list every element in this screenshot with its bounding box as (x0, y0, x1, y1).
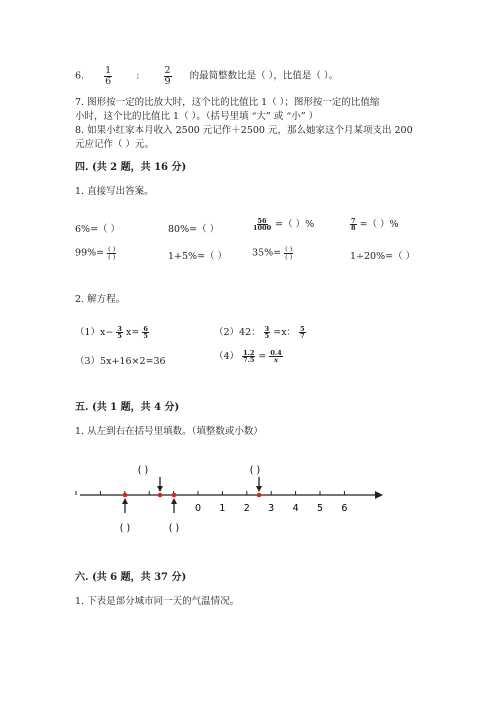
tick-labels (195, 503, 347, 514)
tick-label: 0 (194, 503, 202, 514)
question-5-1-title: 1. 从左到右在括号里填数。（填整数或小数） (75, 426, 263, 437)
question-4-1-title: 1. 直接写出答案。 (75, 186, 154, 197)
arrow-down-head-top-right (256, 486, 262, 492)
answer-item-1-div-20-percent: 1÷20%=（ ） (350, 251, 416, 262)
section-5-title: 五. (共 1 题，共 4 分) (75, 402, 180, 413)
ratio-colon: : (136, 70, 140, 82)
number-line-arrowhead (375, 491, 383, 499)
equation-2: （2）42： $\frac{3}{5}$ =x： $\frac{5}{7}$ (214, 324, 305, 340)
answer-item-6-percent: 6%=（ ） (75, 224, 121, 235)
section-4-title: 四. (共 2 题，共 16 分) (75, 162, 187, 173)
point-marker-d (257, 493, 262, 498)
blank-bottom-right: ( ) (168, 523, 180, 534)
blank-top-right: ( ) (249, 465, 261, 476)
tick-label: 5 (316, 503, 324, 514)
tick-label: 2 (243, 503, 250, 514)
question-6 (75, 66, 338, 86)
arrow-up-head-bottom-left (122, 498, 128, 504)
point-marker-c (172, 493, 177, 498)
number-line-figure (70, 455, 390, 545)
tick-label: 6 (341, 503, 348, 514)
question-6-1-title: 1. 下表是部分城市同一天的气温情况。 (75, 596, 240, 607)
point-marker-b (158, 493, 163, 498)
question-4-2-title: 2. 解方程。 (75, 294, 126, 305)
blank-bottom-left: ( ) (119, 523, 131, 534)
arrow-down-head-top-left (157, 486, 163, 492)
question-6-text: 的最简整数比是（ ），比值是（ ）。 (189, 70, 339, 82)
point-marker-a (123, 493, 128, 498)
answer-item-56-over-1000: $\frac{56}{1000}$ =（ ）% (253, 216, 315, 232)
question-7-line-1: 7. 图形按一定的比放大时，这个比的比值比 1（ ）；图形按一定的比值缩 (75, 97, 380, 108)
equation-1: （1）x− $\frac{3}{5}$ x= $\frac{6}{5}$ (75, 324, 148, 340)
tick-marks (76, 491, 344, 495)
fraction-two-ninths: $\frac{2}{9}$ (164, 65, 171, 87)
answer-item-99-percent: 99%= $\frac{( )}{( )}$ (75, 245, 116, 261)
question-8-line-2: 元应记作（ ）元。 (75, 139, 155, 150)
question-number: 6. (75, 70, 85, 82)
section-6-title: 六. (共 6 题，共 37 分) (75, 572, 187, 583)
answer-item-7-over-8: $\frac{7}{8}$ =（ ）% (351, 216, 399, 232)
question-8-line-1: 8. 如果小红家本月收入 2500 元记作＋2500 元，那么她家这个月某项支出 200 (75, 125, 413, 136)
tick-label: 4 (292, 503, 299, 514)
fraction-one-sixth: $\frac{1}{6}$ (105, 65, 112, 87)
answer-item-80-percent: 80%=（ ） (168, 224, 220, 235)
arrow-up-head-bottom-right (171, 498, 177, 504)
answer-item-35-percent: 35%= $\frac{( )}{( )}$ (252, 245, 293, 261)
equation-3: （3）5x+16×2=36 (75, 356, 166, 367)
answer-item-1-plus-5-percent: 1+5%=（ ） (168, 251, 228, 262)
tick-label: 3 (268, 503, 275, 514)
blank-top-left: ( ) (137, 465, 149, 476)
question-7-line-2: 小时，这个比的比值比 1（ ）。（括号里填 “大” 或 “小” ） (75, 111, 319, 122)
tick-label: 1 (219, 503, 226, 514)
equation-4: （4） $\frac{1.2}{7.5}$ = $\frac{0.4}{x}$ (214, 348, 282, 364)
